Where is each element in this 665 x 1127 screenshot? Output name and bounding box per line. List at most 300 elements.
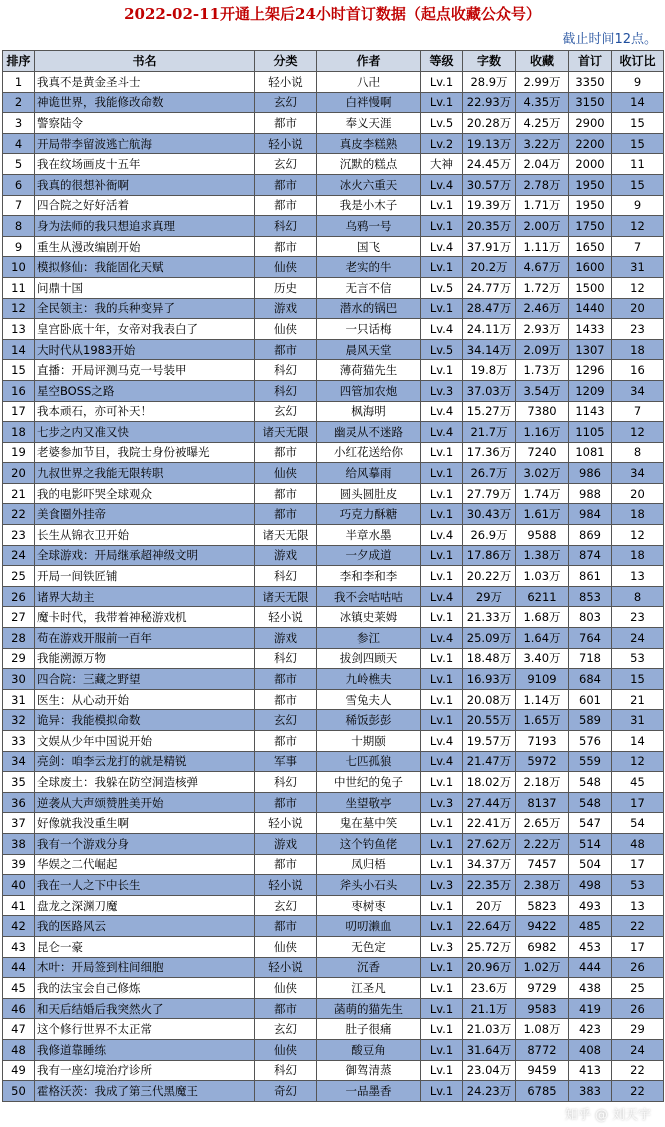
category-cell: 科幻	[255, 216, 317, 237]
ratio-cell: 12	[612, 751, 664, 772]
first-sub-cell: 423	[569, 1019, 612, 1040]
words-cell: 27.79万	[463, 483, 516, 504]
favorites-cell: 2.99万	[516, 72, 569, 93]
author-cell: 中世纪的兔子	[317, 772, 421, 793]
title-cell: 魔卡时代，我带着神秘游戏机	[35, 607, 255, 628]
level-cell: 大神	[421, 154, 463, 175]
rank-cell: 33	[3, 731, 35, 752]
rank-cell: 22	[3, 504, 35, 525]
ratio-cell: 22	[612, 916, 664, 937]
table-row	[3, 751, 664, 772]
watermark: 知乎 @ 刘天宇	[564, 1108, 651, 1123]
table-row	[3, 236, 664, 257]
ratio-cell: 34	[612, 380, 664, 401]
table-row	[3, 895, 664, 916]
title-cell: 亮剑：咱李云龙打的就是精锐	[35, 751, 255, 772]
category-cell: 仙侠	[255, 319, 317, 340]
author-cell: 晨风天堂	[317, 339, 421, 360]
author-cell: 半章水墨	[317, 525, 421, 546]
level-cell: Lv.4	[421, 422, 463, 443]
category-cell: 轻小说	[255, 813, 317, 834]
ratio-cell: 54	[612, 813, 664, 834]
favorites-cell: 1.64万	[516, 628, 569, 649]
first-sub-cell: 485	[569, 916, 612, 937]
table-row	[3, 772, 664, 793]
table-row	[3, 92, 664, 113]
table-row	[3, 195, 664, 216]
category-cell: 都市	[255, 689, 317, 710]
favorites-cell: 1.08万	[516, 1019, 569, 1040]
favorites-cell: 5823	[516, 895, 569, 916]
level-cell: Lv.1	[421, 566, 463, 587]
category-cell: 都市	[255, 916, 317, 937]
col-header-author: 作者	[317, 51, 421, 72]
first-sub-cell: 3150	[569, 92, 612, 113]
author-cell: 枫海明	[317, 401, 421, 422]
rank-cell: 23	[3, 525, 35, 546]
level-cell: Lv.1	[421, 1081, 463, 1102]
words-cell: 30.43万	[463, 504, 516, 525]
level-cell: Lv.1	[421, 854, 463, 875]
first-sub-cell: 514	[569, 833, 612, 854]
author-cell: 奉义天涯	[317, 113, 421, 134]
level-cell: Lv.1	[421, 298, 463, 319]
author-cell: 九岭樵夫	[317, 669, 421, 690]
favorites-cell: 9583	[516, 998, 569, 1019]
first-sub-cell: 2000	[569, 154, 612, 175]
rank-cell: 28	[3, 628, 35, 649]
ratio-cell: 29	[612, 1019, 664, 1040]
level-cell: Lv.4	[421, 628, 463, 649]
ratio-cell: 45	[612, 772, 664, 793]
ratio-cell: 12	[612, 525, 664, 546]
author-cell: 乌鸦一号	[317, 216, 421, 237]
title-cell: 老婆参加节目，我院士身份被曝光	[35, 442, 255, 463]
level-cell: Lv.1	[421, 92, 463, 113]
title-cell: 我在一人之下中长生	[35, 875, 255, 896]
category-cell: 科幻	[255, 380, 317, 401]
words-cell: 23.04万	[463, 1060, 516, 1081]
level-cell: Lv.4	[421, 174, 463, 195]
table-row	[3, 1019, 664, 1040]
category-cell: 都市	[255, 236, 317, 257]
title-cell: 文娱从少年中国说开始	[35, 731, 255, 752]
favorites-cell: 2.38万	[516, 875, 569, 896]
first-sub-cell: 1750	[569, 216, 612, 237]
title-cell: 大时代从1983开始	[35, 339, 255, 360]
title-cell: 我的医路风云	[35, 916, 255, 937]
table-row	[3, 545, 664, 566]
first-sub-cell: 684	[569, 669, 612, 690]
title-cell: 霍格沃茨：我成了第三代黑魔王	[35, 1081, 255, 1102]
words-cell: 20.28万	[463, 113, 516, 134]
ratio-cell: 14	[612, 731, 664, 752]
category-cell: 都市	[255, 998, 317, 1019]
favorites-cell: 2.46万	[516, 298, 569, 319]
favorites-cell: 2.00万	[516, 216, 569, 237]
table-row	[3, 689, 664, 710]
title-cell: 医生：从心动开始	[35, 689, 255, 710]
author-cell: 一品墨香	[317, 1081, 421, 1102]
favorites-cell: 7193	[516, 731, 569, 752]
author-cell: 斧头小石头	[317, 875, 421, 896]
author-cell: 幽灵从不迷路	[317, 422, 421, 443]
rank-cell: 48	[3, 1039, 35, 1060]
first-sub-cell: 984	[569, 504, 612, 525]
category-cell: 轻小说	[255, 607, 317, 628]
col-header-first-sub: 首订	[569, 51, 612, 72]
rank-cell: 17	[3, 401, 35, 422]
table-row	[3, 72, 664, 93]
title-cell: 模拟修仙：我能固化天赋	[35, 257, 255, 278]
level-cell: Lv.1	[421, 72, 463, 93]
ratio-cell: 18	[612, 545, 664, 566]
title-cell: 木叶：开局签到柱间细胞	[35, 957, 255, 978]
author-cell: 参江	[317, 628, 421, 649]
first-sub-cell: 408	[569, 1039, 612, 1060]
rank-cell: 31	[3, 689, 35, 710]
favorites-cell: 1.11万	[516, 236, 569, 257]
author-cell: 御驾清蒸	[317, 1060, 421, 1081]
favorites-cell: 9729	[516, 978, 569, 999]
category-cell: 历史	[255, 277, 317, 298]
author-cell: 坐望敬亭	[317, 792, 421, 813]
title-cell: 我本顽石，亦可补天！	[35, 401, 255, 422]
rank-cell: 40	[3, 875, 35, 896]
first-sub-cell: 1650	[569, 236, 612, 257]
rank-cell: 29	[3, 648, 35, 669]
rank-cell: 39	[3, 854, 35, 875]
author-cell: 菡萌的猫先生	[317, 998, 421, 1019]
rank-cell: 35	[3, 772, 35, 793]
author-cell: 四管加农炮	[317, 380, 421, 401]
table-row	[3, 710, 664, 731]
page-title: 2022-02-11开通上架后24小时首订数据（起点收藏公众号）	[124, 5, 541, 23]
author-cell: 一夕成道	[317, 545, 421, 566]
level-cell: Lv.1	[421, 1019, 463, 1040]
table-row	[3, 669, 664, 690]
table-row	[3, 813, 664, 834]
category-cell: 都市	[255, 731, 317, 752]
category-cell: 轻小说	[255, 72, 317, 93]
title-cell: 四合院之好好活着	[35, 195, 255, 216]
author-cell: 白袢慢啊	[317, 92, 421, 113]
table-row	[3, 360, 664, 381]
category-cell: 诸天无限	[255, 586, 317, 607]
ratio-cell: 7	[612, 236, 664, 257]
category-cell: 仙侠	[255, 978, 317, 999]
rank-cell: 13	[3, 319, 35, 340]
table-row	[3, 174, 664, 195]
table-row	[3, 504, 664, 525]
title-cell: 我真的很想补衙啊	[35, 174, 255, 195]
ratio-cell: 13	[612, 566, 664, 587]
rank-cell: 32	[3, 710, 35, 731]
rank-cell: 15	[3, 360, 35, 381]
ratio-cell: 53	[612, 648, 664, 669]
author-cell: 鬼在墓中笑	[317, 813, 421, 834]
words-cell: 24.45万	[463, 154, 516, 175]
category-cell: 科幻	[255, 772, 317, 793]
level-cell: Lv.1	[421, 257, 463, 278]
author-cell: 江圣凡	[317, 978, 421, 999]
level-cell: Lv.1	[421, 483, 463, 504]
words-cell: 19.8万	[463, 360, 516, 381]
author-cell: 冰镇史莱姆	[317, 607, 421, 628]
words-cell: 23.6万	[463, 978, 516, 999]
rank-cell: 47	[3, 1019, 35, 1040]
rank-cell: 38	[3, 833, 35, 854]
rank-cell: 41	[3, 895, 35, 916]
ratio-cell: 18	[612, 339, 664, 360]
first-sub-cell: 383	[569, 1081, 612, 1102]
first-sub-cell: 1500	[569, 277, 612, 298]
category-cell: 都市	[255, 195, 317, 216]
category-cell: 军事	[255, 751, 317, 772]
favorites-cell: 2.78万	[516, 174, 569, 195]
level-cell: Lv.5	[421, 277, 463, 298]
ratio-cell: 22	[612, 1060, 664, 1081]
favorites-cell: 3.22万	[516, 133, 569, 154]
favorites-cell: 2.09万	[516, 339, 569, 360]
words-cell: 22.64万	[463, 916, 516, 937]
level-cell: Lv.1	[421, 895, 463, 916]
first-sub-cell: 1143	[569, 401, 612, 422]
words-cell: 26.7万	[463, 463, 516, 484]
favorites-cell: 2.22万	[516, 833, 569, 854]
rank-cell: 7	[3, 195, 35, 216]
first-sub-cell: 2200	[569, 133, 612, 154]
ratio-cell: 26	[612, 957, 664, 978]
first-sub-cell: 419	[569, 998, 612, 1019]
table-row	[3, 298, 664, 319]
favorites-cell: 4.25万	[516, 113, 569, 134]
words-cell: 22.35万	[463, 875, 516, 896]
rank-cell: 27	[3, 607, 35, 628]
title-cell: 长生从锦衣卫开始	[35, 525, 255, 546]
first-sub-cell: 1950	[569, 174, 612, 195]
rank-cell: 9	[3, 236, 35, 257]
rank-cell: 44	[3, 957, 35, 978]
author-cell: 给风摹雨	[317, 463, 421, 484]
table-row	[3, 1081, 664, 1102]
category-cell: 都市	[255, 854, 317, 875]
author-cell: 这个钓鱼佬	[317, 833, 421, 854]
author-cell: 老实的牛	[317, 257, 421, 278]
level-cell: Lv.1	[421, 1060, 463, 1081]
ratio-cell: 8	[612, 442, 664, 463]
category-cell: 诸天无限	[255, 422, 317, 443]
words-cell: 34.14万	[463, 339, 516, 360]
category-cell: 游戏	[255, 833, 317, 854]
title-cell: 九叔世界之我能无限转职	[35, 463, 255, 484]
level-cell: Lv.1	[421, 607, 463, 628]
col-header-rank: 排序	[3, 51, 35, 72]
level-cell: Lv.4	[421, 731, 463, 752]
words-cell: 16.93万	[463, 669, 516, 690]
level-cell: Lv.1	[421, 195, 463, 216]
title-cell: 开局一间铁匠铺	[35, 566, 255, 587]
category-cell: 科幻	[255, 648, 317, 669]
title-cell: 诡异：我能模拟命数	[35, 710, 255, 731]
ratio-cell: 21	[612, 689, 664, 710]
category-cell: 都市	[255, 504, 317, 525]
author-cell: 稀饭彭彭	[317, 710, 421, 731]
category-cell: 玄幻	[255, 401, 317, 422]
table-row	[3, 463, 664, 484]
favorites-cell: 2.04万	[516, 154, 569, 175]
first-sub-cell: 493	[569, 895, 612, 916]
favorites-cell: 1.72万	[516, 277, 569, 298]
favorites-cell: 4.35万	[516, 92, 569, 113]
category-cell: 奇幻	[255, 1081, 317, 1102]
ratio-cell: 9	[612, 195, 664, 216]
title-cell: 警察陆令	[35, 113, 255, 134]
table-row	[3, 875, 664, 896]
first-sub-cell: 548	[569, 772, 612, 793]
rank-cell: 4	[3, 133, 35, 154]
ratio-cell: 15	[612, 133, 664, 154]
level-cell: Lv.3	[421, 380, 463, 401]
ratio-cell: 9	[612, 72, 664, 93]
level-cell: Lv.1	[421, 689, 463, 710]
table-row	[3, 998, 664, 1019]
ratio-cell: 22	[612, 1081, 664, 1102]
title-cell: 七步之内又准又快	[35, 422, 255, 443]
ratio-cell: 16	[612, 360, 664, 381]
author-cell: 枣树枣	[317, 895, 421, 916]
author-cell: 肚子很痛	[317, 1019, 421, 1040]
rank-cell: 20	[3, 463, 35, 484]
table-row	[3, 607, 664, 628]
level-cell: Lv.3	[421, 936, 463, 957]
ratio-cell: 26	[612, 998, 664, 1019]
level-cell: Lv.1	[421, 545, 463, 566]
title-cell: 美食圈外挂帝	[35, 504, 255, 525]
favorites-cell: 6211	[516, 586, 569, 607]
favorites-cell: 1.03万	[516, 566, 569, 587]
level-cell: Lv.1	[421, 710, 463, 731]
words-cell: 20.2万	[463, 257, 516, 278]
favorites-cell: 6785	[516, 1081, 569, 1102]
words-cell: 21.47万	[463, 751, 516, 772]
author-cell: 雪兔夫人	[317, 689, 421, 710]
rank-cell: 45	[3, 978, 35, 999]
words-cell: 21.03万	[463, 1019, 516, 1040]
ratio-cell: 12	[612, 216, 664, 237]
table-row	[3, 628, 664, 649]
rank-cell: 21	[3, 483, 35, 504]
first-sub-cell: 1433	[569, 319, 612, 340]
words-cell: 22.41万	[463, 813, 516, 834]
first-sub-cell: 589	[569, 710, 612, 731]
rank-cell: 5	[3, 154, 35, 175]
title-cell: 华娱之二代崛起	[35, 854, 255, 875]
level-cell: Lv.1	[421, 669, 463, 690]
category-cell: 科幻	[255, 566, 317, 587]
rank-cell: 26	[3, 586, 35, 607]
first-sub-cell: 559	[569, 751, 612, 772]
ratio-cell: 15	[612, 174, 664, 195]
words-cell: 18.48万	[463, 648, 516, 669]
words-cell: 29万	[463, 586, 516, 607]
first-sub-cell: 1950	[569, 195, 612, 216]
title-cell: 重生从漫改编剧开始	[35, 236, 255, 257]
words-cell: 20.22万	[463, 566, 516, 587]
ratio-cell: 7	[612, 401, 664, 422]
ratio-cell: 17	[612, 936, 664, 957]
rank-cell: 6	[3, 174, 35, 195]
author-cell: 酸豆角	[317, 1039, 421, 1060]
words-cell: 37.03万	[463, 380, 516, 401]
first-sub-cell: 548	[569, 792, 612, 813]
level-cell: Lv.1	[421, 998, 463, 1019]
table-row	[3, 854, 664, 875]
title-cell: 我的法宝会自己修炼	[35, 978, 255, 999]
author-cell: 叨叨濑血	[317, 916, 421, 937]
author-cell: 拔剑四顾天	[317, 648, 421, 669]
favorites-cell: 3.02万	[516, 463, 569, 484]
favorites-cell: 1.16万	[516, 422, 569, 443]
words-cell: 20万	[463, 895, 516, 916]
ratio-cell: 20	[612, 298, 664, 319]
table-row	[3, 731, 664, 752]
ratio-cell: 25	[612, 978, 664, 999]
category-cell: 仙侠	[255, 1039, 317, 1060]
favorites-cell: 2.18万	[516, 772, 569, 793]
author-cell: 巧克力酥糖	[317, 504, 421, 525]
words-cell: 21.33万	[463, 607, 516, 628]
level-cell: Lv.4	[421, 236, 463, 257]
ratio-cell: 12	[612, 422, 664, 443]
category-cell: 诸天无限	[255, 525, 317, 546]
title-cell: 我有一座幻境治疗诊所	[35, 1060, 255, 1081]
author-cell: 八卍	[317, 72, 421, 93]
category-cell: 仙侠	[255, 936, 317, 957]
table-row	[3, 978, 664, 999]
level-cell: Lv.1	[421, 916, 463, 937]
rank-cell: 24	[3, 545, 35, 566]
words-cell: 21.7万	[463, 422, 516, 443]
category-cell: 轻小说	[255, 133, 317, 154]
author-cell: 我是小木子	[317, 195, 421, 216]
title-cell: 神诡世界，我能修改命数	[35, 92, 255, 113]
words-cell: 22.93万	[463, 92, 516, 113]
author-cell: 十期颐	[317, 731, 421, 752]
level-cell: Lv.1	[421, 648, 463, 669]
words-cell: 19.57万	[463, 731, 516, 752]
first-sub-cell: 547	[569, 813, 612, 834]
title-cell: 我能溯源万物	[35, 648, 255, 669]
cutoff-note: 截止时间12点。	[562, 32, 657, 47]
level-cell: Lv.5	[421, 339, 463, 360]
table-row	[3, 380, 664, 401]
first-sub-cell: 1307	[569, 339, 612, 360]
author-cell: 圆头圆肚皮	[317, 483, 421, 504]
favorites-cell: 1.38万	[516, 545, 569, 566]
first-sub-cell: 1081	[569, 442, 612, 463]
ratio-cell: 11	[612, 154, 664, 175]
words-cell: 20.96万	[463, 957, 516, 978]
author-cell: 李和李和李	[317, 566, 421, 587]
title-cell: 全球废土：我躲在防空洞造核弹	[35, 772, 255, 793]
ratio-cell: 23	[612, 607, 664, 628]
favorites-cell: 2.65万	[516, 813, 569, 834]
favorites-cell: 1.02万	[516, 957, 569, 978]
ratio-cell: 24	[612, 628, 664, 649]
category-cell: 游戏	[255, 628, 317, 649]
level-cell: Lv.1	[421, 772, 463, 793]
